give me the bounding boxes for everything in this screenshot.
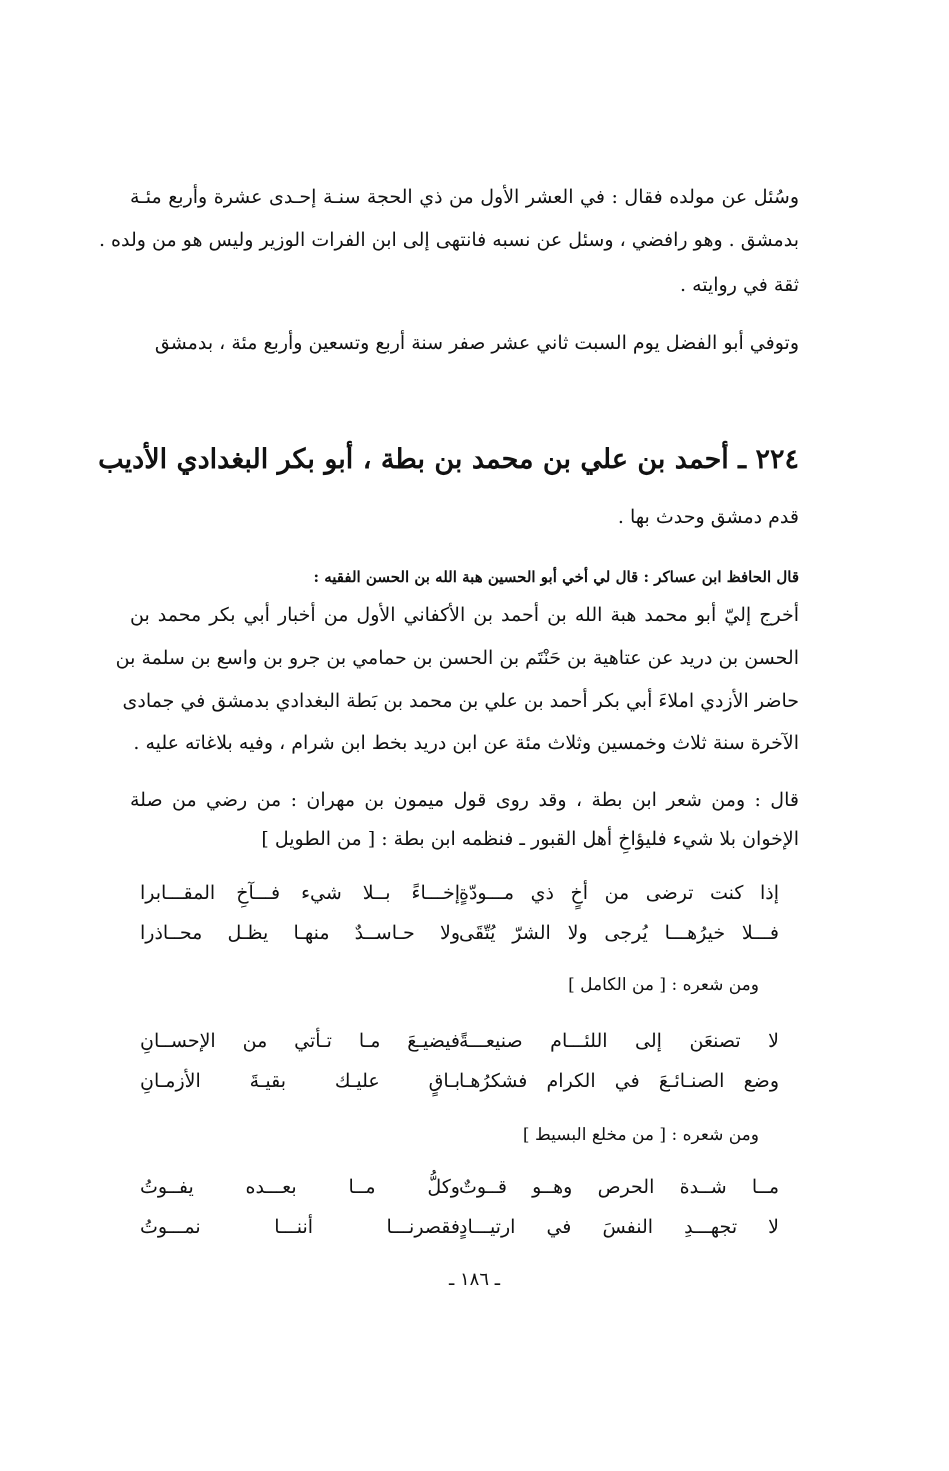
verse-second-hemistich: فيضيـعَ مـا تـأتي من الإحســانِ bbox=[140, 1030, 460, 1052]
paragraph-2-line: الإخوان بلا شيء فليؤاخِ أهل القبور ـ فنظمه ابن بطة : [ من الطويل ] bbox=[261, 828, 799, 850]
paragraph-1-line: الآخرة سنة ثلاث وخمسين وثلاث مئة عن ابن دريد بخط ابن شرام ، وفيه بلاغاته عليه . bbox=[133, 732, 799, 754]
intro-line-1: وسُئل عن مولده فقال : في العشر الأول من ذي الحجة سنـة إحـدى عشرة وأربع مئـة bbox=[130, 186, 799, 208]
paragraph-1-line: حاضر الأزدي املاءَ أبي بكر أحمد بن علي بن محمد بن بَطة البغدادي بدمشق في جمادى bbox=[122, 690, 799, 712]
poem-verse bbox=[130, 1210, 799, 1244]
verse-second-hemistich: ولا حـاســدٌ منهـا يظـل محــاذرا bbox=[140, 922, 460, 944]
page-number: ـ ١٨٦ ـ bbox=[448, 1269, 500, 1290]
intro-line-2: بدمشق . وهو رافضي ، وسئل عن نسبه فانتهى إلى ابن الفرات الوزير وليس هو من ولده . bbox=[98, 229, 799, 251]
poem-verse bbox=[130, 876, 799, 910]
isnad-intro: قال الحافظ ابن عساكر : قال لي أخي أبو الحسين هبة الله بن الحسن الفقيه : bbox=[313, 568, 799, 586]
verse-second-hemistich: وكلُّ مــا بعـــده يفــوتُ bbox=[140, 1176, 460, 1198]
paragraph-2-line: قال : ومن شعر ابن بطة ، وقد روى قول ميمون بن مهران : من رضي من صلة bbox=[130, 789, 799, 811]
entry-arrival: قدم دمشق وحدث بها . bbox=[617, 506, 799, 528]
paragraph-1-line: الحسن بن دريد عن عتاهية بن حَنْتَم بن الحسن بن حمامي بن جرو بن واسع بن سلمة بن bbox=[115, 647, 799, 669]
entry-heading: ٢٢٤ ـ أحمد بن علي بن محمد بن بطة ، أبو بكر البغدادي الأديب bbox=[98, 444, 799, 475]
verse-first-hemistich: مــا شــدة الحرص وهــو قــوتٌ bbox=[459, 1176, 779, 1198]
poem-verse bbox=[130, 1024, 799, 1058]
verse-first-hemistich: إذا كنت ترضى من أخٍ ذي مـــودّةٍ bbox=[459, 882, 779, 904]
metre-label: ومن شعره : [ من الكامل ] bbox=[568, 975, 759, 995]
verse-first-hemistich: وضع الصنـائـعَ في الكرام فشكرُهـا bbox=[459, 1070, 779, 1092]
poem-verse bbox=[130, 1170, 799, 1204]
metre-label: ومن شعره : [ من مخلع البسيط ] bbox=[522, 1125, 759, 1145]
intro-line-3: ثقة في روايته . bbox=[679, 274, 799, 296]
verse-first-hemistich: لا تجهـــدِ النفسَ في ارتيـــادٍ bbox=[459, 1216, 779, 1238]
paragraph-1-line: أخرج إليّ أبو محمد هبة الله بن أحمد بن الأكفاني الأول من أخبار أبي بكر محمد بن bbox=[130, 604, 799, 626]
verse-second-hemistich: فقصرنـــا أننـــا نمـــوتُ bbox=[140, 1216, 460, 1238]
verse-second-hemistich: بـاقٍ عليـك بقيـةَ الأزمـانِ bbox=[140, 1070, 460, 1092]
poem-verse bbox=[130, 916, 799, 950]
intro-line-4: وتوفي أبو الفضل يوم السبت ثاني عشر صفر سنة أربع وتسعين وأربع مئة ، بدمشق bbox=[154, 332, 799, 354]
verse-first-hemistich: فـــلا خيرُهـــا يُرجى ولا الشرّ يُتّقَى bbox=[459, 922, 779, 944]
verse-second-hemistich: إخـــاءً بــلا شيء فـــآخِ المقـــابرا bbox=[140, 882, 460, 904]
verse-first-hemistich: لا تصنعَن إلى اللئـــام صنيعـــةً bbox=[459, 1030, 779, 1052]
poem-verse bbox=[130, 1064, 799, 1098]
